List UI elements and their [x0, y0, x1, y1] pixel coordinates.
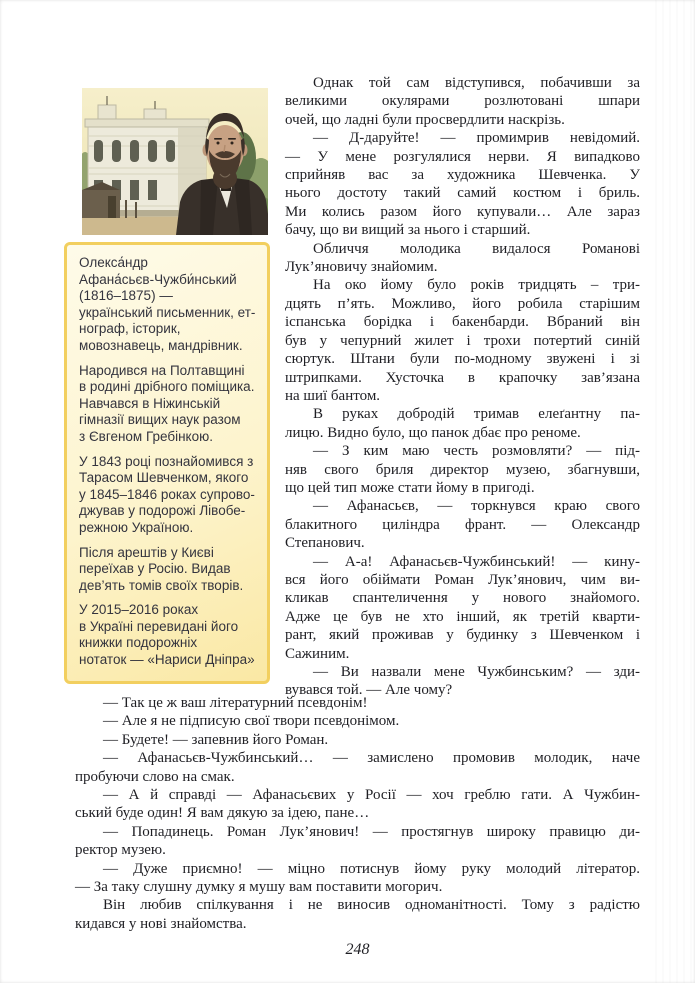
text-line: іспанська борідка і бакенбарди. Вбраний він: [285, 314, 640, 331]
body-text-column: [285, 74, 640, 700]
infobox-line: з Євгеном Гребінкою.: [79, 428, 213, 444]
infobox-line: мовознавець, мандрівник.: [79, 337, 243, 353]
text-line: ректор музею.: [75, 842, 166, 859]
infobox-line: Народився на Полтавщині: [79, 362, 245, 378]
text-line: вся його обіймати Роман Лук’янович, чим ви-: [285, 571, 640, 588]
infobox-line: Після арештів у Києві: [79, 544, 214, 560]
text-line: — Афанасьєв-Чужбинський… — замислено промовив молодик, наче: [103, 750, 640, 767]
infobox-paragraph: [79, 363, 259, 446]
text-line: пробуючи слово на смак.: [75, 768, 235, 785]
text-line: — Афанасьєв, — торкнувся краю свого: [313, 498, 640, 515]
text-line: — Так це ж ваш літературний псевдонім!: [103, 695, 368, 711]
text-line: Лук’яновичу знайомим.: [285, 259, 438, 276]
infobox-line: український письменник, ет-: [79, 304, 256, 320]
text-line: — У мене розгулялися нерви. Я випадково: [285, 148, 640, 165]
text-line: дцять п’ять. Можливо, його робила старішим: [285, 295, 640, 312]
infobox-line: Тарасом Шевченком, якого: [79, 470, 249, 486]
text-line: В руках добродій тримав елеґантну па-: [313, 406, 640, 423]
text-line: сюртук. Штани були по-модному звужені і зі: [285, 351, 640, 368]
body-text-bottom: [75, 694, 640, 933]
text-line: ський буде один! Я вам дякую за ідею, пане…: [75, 805, 370, 822]
text-line: кликав спантеличення у нового знайомого.: [285, 590, 640, 607]
infobox-line: Навчався в Ніжинській: [79, 395, 221, 411]
text-line: Степанович.: [285, 535, 365, 552]
text-line: — Будете! — запевнив його Роман.: [103, 731, 329, 748]
text-line: — Ви назвали мене Чужбинським? — зди-: [313, 664, 640, 680]
text-line: нього достоту такий самий костюм і бриль.: [285, 185, 640, 202]
text-line: — А-а! Афанасьєв-Чужбинський! — кину-: [313, 553, 640, 570]
page-number: 248: [345, 941, 370, 958]
infobox-paragraph: [79, 454, 259, 537]
text-line: штрипками. Хусточка в крапочку зав’язана: [285, 369, 640, 386]
infobox-line: У 1843 році познайомився з: [79, 453, 254, 469]
text-line: вувався той. — Але чому?: [285, 682, 453, 699]
infobox-line: в родині дрібного поміщика.: [79, 379, 255, 395]
text-line: — А й справді — Афанасьєвих у Росії — хоч греблю гати. А Чужбин-: [103, 787, 640, 804]
text-line: няв свого бриля директор музею, збагнувши,: [285, 461, 640, 478]
text-line: Обличчя молодика видалося Романові: [313, 240, 640, 257]
text-line: — За таку слушну думку я мушу вам поставити могорич.: [75, 879, 443, 896]
text-line: Однак той сам відступився, побачивши за: [313, 75, 640, 91]
text-line: очей, що ладні були просвердлити наскрізь.: [285, 111, 565, 128]
text-line: сприйняв вас за художника Шевченка. У: [285, 167, 640, 184]
infobox-line: Афана́сьєв-Чужби́нський: [79, 271, 237, 287]
infobox-line: нограф, історик,: [79, 321, 181, 337]
infobox-paragraph: [79, 545, 259, 595]
text-line: Він любив спілкування і не виносив одноманітності. Тому з радістю: [103, 897, 640, 914]
text-line: — Але я не підписую свої твори псевдонімом.: [103, 713, 400, 730]
infobox-paragraph: [79, 602, 259, 668]
infobox-line: книжки подорожніх: [79, 635, 198, 651]
text-line: лицю. Видно було, що панок дбає про реноме.: [285, 424, 581, 441]
text-line: був у чепурний жилет і трохи потертий синій: [285, 332, 640, 349]
text-line: блакитного циліндра франт. — Олександр: [285, 516, 640, 533]
text-line: — Дуже приємно! — міцно потиснув йому руку молодий літератор.: [103, 860, 640, 877]
author-photo: [82, 88, 268, 235]
infobox-line: режною Україною.: [79, 519, 194, 535]
text-line: — Д-даруйте! — промимрив невідомий.: [313, 130, 640, 147]
text-line: великими окулярами розлютовані шпари: [285, 93, 640, 110]
scan-artifact: [655, 0, 695, 983]
infobox-line: в Україні перевидані його: [79, 618, 239, 634]
author-info-box: [64, 242, 270, 684]
text-line: кидався у нові знайомства.: [75, 915, 247, 932]
infobox-line: дев’ять томів своїх творів.: [79, 577, 244, 593]
infobox-line: у 1845–1846 роках супрово-: [79, 486, 255, 502]
infobox-line: Олекса́ндр: [79, 255, 148, 270]
text-line: на шиї бантом.: [285, 387, 381, 404]
infobox-line: нотаток — «Нариси Дніпра»: [79, 652, 255, 668]
text-line: — Попадинець. Роман Лук’янович! — простягнув широку правицю ди-: [103, 823, 640, 840]
infobox-line: переїхав у Росію. Видав: [79, 561, 231, 577]
portrait-illustration: [82, 88, 268, 235]
infobox-line: (1816–1875) —: [79, 288, 173, 304]
text-line: Адже це був не хто інший, як третій кварти-: [285, 608, 640, 625]
text-line: бачу, що ви вищий за нього і старший.: [285, 222, 531, 239]
text-line: — З ким маю честь розмовляти? — під-: [313, 443, 640, 460]
text-line: що цей тип може стати йому в пригоді.: [285, 479, 535, 496]
infobox-line: джував у подорожі Лівобе-: [79, 503, 246, 519]
text-line: Сажиним.: [285, 645, 350, 662]
infobox-line: У 2015–2016 роках: [79, 602, 199, 618]
text-line: На око йому було років тридцять – три-: [313, 277, 640, 294]
infobox-line: гімназії вищих наук разом: [79, 412, 241, 428]
text-line: рант, який проживав у будинку з Шевченком і: [285, 627, 640, 644]
infobox-paragraph: [79, 255, 259, 355]
text-line: Ми колись разом його купували… Але зараз: [285, 203, 640, 220]
